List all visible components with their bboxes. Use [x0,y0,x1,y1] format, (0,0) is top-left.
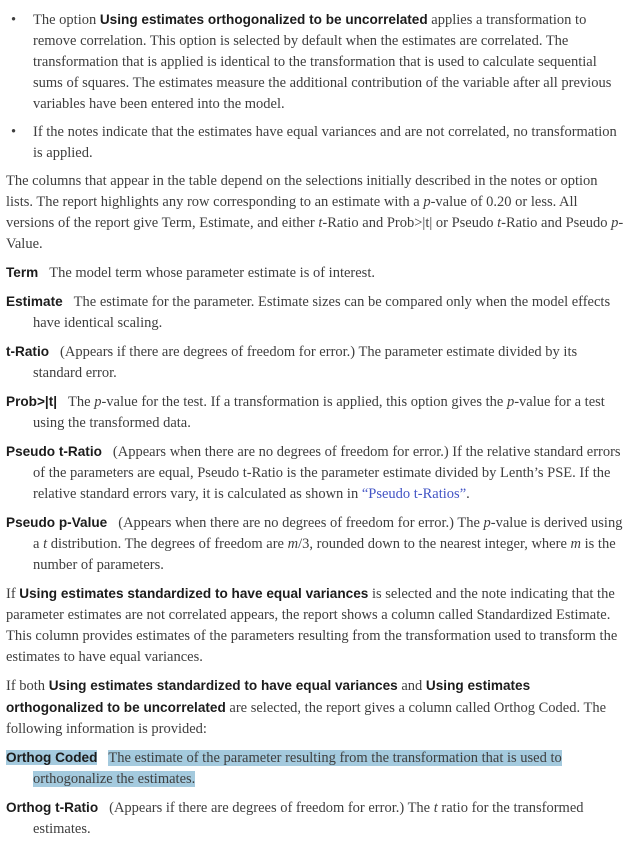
text-run: If the notes indicate that the estimates have equal variances and are not correlated, no transformation is applied. [33,124,617,161]
highlighted-text: The estimate of the parameter resulting from the transformation that is used to orthogonalize the estimates. [33,750,562,787]
text-run: applies a transformation to remove correlation. This option is selected by default when the estimates are correlated. The transformation that is applied is identical to the transformation that is used to calculate sequential sums of squares. The estimates measure the additional contribution of the variable after all previous variables have been entered into the model. [33,12,612,112]
text-run: p [611,215,619,231]
text-run: ratio for the transformed estimates. [33,800,584,837]
text-run: If both [6,678,49,694]
option-name-standardized: Using estimates standardized to have equal variances [48,678,398,693]
option-name-standardized: Using estimates standardized to have equal variances [19,586,369,601]
text-run: -Value. [6,215,624,252]
text-run: m [287,536,299,552]
text-run: The columns that appear in the table depend on the selections initially described in the notes or option lists. The report highlights any row corresponding to an estimate with a [6,173,598,210]
definition-item [6,747,627,790]
text-run: -value of 0.20 or less. All versions of the report give Term, Estimate, and either [6,194,578,231]
text-run: . [466,486,470,502]
term-label: Estimate [6,294,63,309]
text-run: p [506,394,515,410]
text-run: (Appears if there are degrees of freedom for error.) The parameter estimate divided by its standard error. [33,344,578,381]
text-run: (Appears if there are degrees of freedom for error.) The [109,800,434,816]
bullet-item [6,9,627,115]
bullet-icon: • [11,12,17,28]
text-run: The option [33,12,100,28]
text-run: -Ratio and Pseudo [501,215,612,231]
text-run: p [423,194,431,210]
text-run: t [497,215,502,231]
text-run: and [397,678,426,694]
text-run: are selected, the report gives a column called Orthog Coded. The following information is provided: [6,700,607,737]
bullet-item [6,122,627,164]
term-label: Pseudo t-Ratio [6,444,102,459]
text-run: is selected and the note indicating that the parameter estimates are not correlated appears, the report shows a column called Standardized Estimate. This column provides estimates of the parameters resulting from the transformation used to transform the estimates to have equal variances. [6,586,618,665]
option-name-orthogonalized: Using estimates orthogonalized to be uncorrelated [99,12,428,27]
definition-item [6,262,627,284]
pseudo-t-ratios-link[interactable]: “Pseudo t-Ratios” [361,486,467,502]
text-run: (Appears when there are no degrees of freedom for error.) If the relative standard errors of the parameters are equal, Pseudo t-Ratio is the parameter estimate divided by Lenth’s PSE. If the relative standard errors vary, it is calculated as shown in [33,444,621,502]
text-run: The estimate for the parameter. Estimate sizes can be compared only when the model effects have identical scaling. [33,294,611,331]
text-run: If [6,586,20,602]
term-label: t-Ratio [6,344,50,359]
definition-item [6,391,627,434]
text-run: t [433,800,438,816]
text-run: -value for a test using the transformed data. [33,394,605,431]
text-run: -Ratio and Prob>|t| or Pseudo [322,215,498,231]
bullet-icon: • [11,124,17,140]
text-run: The model term whose parameter estimate is of interest. [49,265,375,281]
term-label: Orthog Coded [6,750,98,765]
document-body [6,9,627,840]
option-name-orthogonalized: Using estimates orthogonalized to be uncorrelated [6,678,531,715]
term-label: Orthog t-Ratio [6,800,99,815]
text-run: t [318,215,323,231]
text-run: -value for the test. If a transformation is applied, this option gives the [101,394,507,410]
text-run: -value is derived using a [33,515,623,552]
term-label: Term [6,265,39,280]
definition-item [6,797,627,840]
definition-item [6,512,627,576]
definition-item [6,291,627,334]
text-run: p [483,515,491,531]
text-run: t [43,536,48,552]
text-run: /3, rounded down to the nearest integer, where [298,536,571,552]
paragraph [6,171,627,255]
paragraph [6,675,627,740]
definition-item [6,441,627,505]
text-run: (Appears when there are no degrees of freedom for error.) The [118,515,484,531]
term-label: Prob>|t| [6,394,58,409]
text-run: m [570,536,581,552]
text-run: The [68,394,95,410]
definition-item [6,341,627,384]
text-run: p [94,394,102,410]
paragraph [6,583,627,668]
text-run: is the number of parameters. [33,536,616,573]
text-run: distribution. The degrees of freedom are [47,536,288,552]
term-label: Pseudo p-Value [6,515,108,530]
